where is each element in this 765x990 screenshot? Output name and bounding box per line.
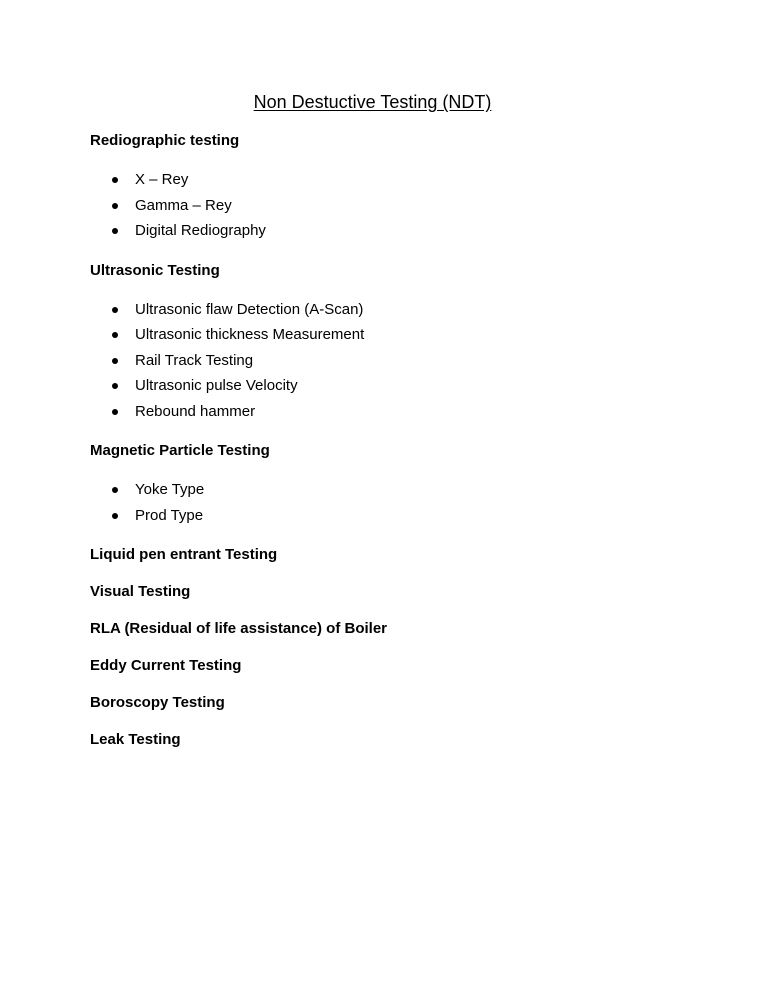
section-heading-ultrasonic: Ultrasonic Testing [90,261,220,279]
ultrasonic-list [90,297,710,425]
list-item: Ultrasonic thickness Measurement [90,322,710,348]
section-heading-visual: Visual Testing [90,583,191,600]
list-item: Gamma – Rey [90,193,710,219]
bullet-icon [112,358,118,364]
list-item: X – Rey [90,167,710,193]
list-item: Rebound hammer [90,399,710,425]
bullet-icon [112,383,118,389]
radiographic-list [90,167,710,244]
section-heading-radiographic: Rediographic testing [90,132,240,149]
list-item: Prod Type [90,503,710,529]
section-heading-leak: Leak Testing [90,731,181,748]
section-heading-liquid-penetrant: Liquid pen entrant Testing [90,546,278,563]
bullet-icon [112,177,118,183]
list-item: Ultrasonic flaw Detection (A-Scan) [90,297,710,323]
bullet-icon [112,228,118,234]
bullet-icon [112,409,118,415]
section-heading-magnetic: Magnetic Particle Testing [90,442,270,459]
section-heading-eddy-current: Eddy Current Testing [90,657,242,674]
section-heading-boroscopy: Boroscopy Testing [90,694,225,711]
list-item: Ultrasonic pulse Velocity [90,373,710,399]
magnetic-list [90,477,710,528]
list-item: Rail Track Testing [90,348,710,374]
document-content [90,131,710,767]
list-item: Digital Rediography [90,218,710,244]
bullet-icon [112,307,118,313]
bullet-icon [112,332,118,338]
bullet-icon [112,203,118,209]
bullet-icon [112,513,118,519]
bullet-icon [112,487,118,493]
page-title: Non Destuctive Testing (NDT) [253,92,492,112]
section-heading-rla: RLA (Residual of life assistance) of Boiler [90,620,388,637]
list-item: Yoke Type [90,477,710,503]
